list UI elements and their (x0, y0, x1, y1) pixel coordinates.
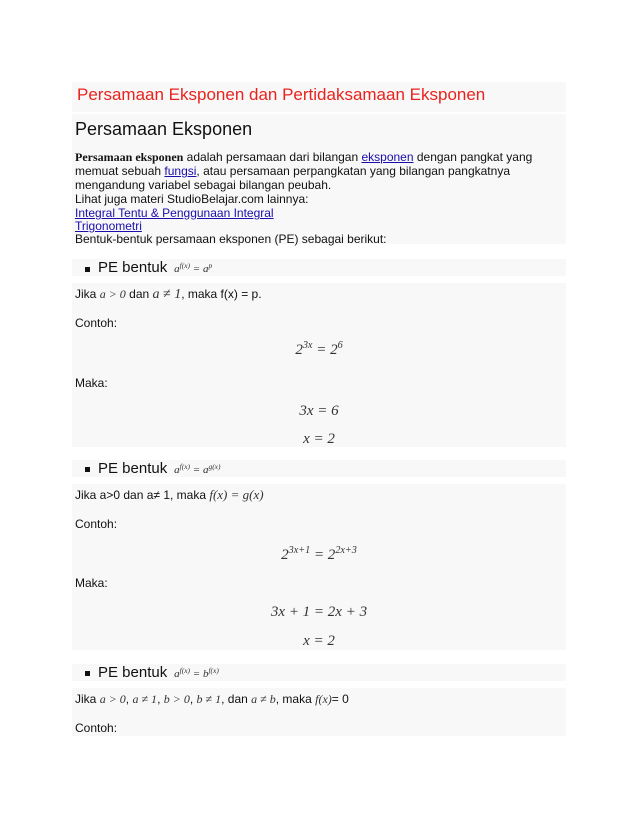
pe2-body-band (72, 484, 566, 650)
pe2-condition: Jika a>0 dan a≠ 1, maka f(x) = g(x) (75, 487, 264, 502)
page-title: Persamaan Eksponen dan Pertidaksamaan Eksponen (77, 85, 486, 104)
pe1-heading: PE bentuk $a^{f(x)} = a^p$ (98, 259, 213, 276)
pe1-formula: $a^{f(x)} = a^p$ (171, 261, 213, 275)
pe1-contoh: Contoh: (75, 316, 118, 330)
intro-line-3: mengandung variabel sebagai bilangan peubah. (75, 178, 332, 192)
link-eksponen[interactable]: eksponen (361, 150, 414, 164)
pe3-condition: Jika a > 0, a ≠ 1, b > 0, b ≠ 1, dan a ≠ b, maka f(x)= 0 (75, 692, 349, 706)
bullet-icon (85, 671, 90, 676)
link-integral-tentu[interactable]: Integral Tentu & Penggunaan Integral (75, 206, 274, 220)
pe2-example: $2^{3x+1} = 2^{2x+3}$ (281, 545, 357, 563)
see-also-text: Lihat juga materi StudioBelajar.com lainnya: (75, 192, 309, 206)
link-trigonometri[interactable]: Trigonometri (75, 219, 142, 233)
forms-intro: Bentuk-bentuk persamaan eksponen (PE) sebagai berikut: (75, 232, 387, 246)
pe2-step-2: x = 2 (303, 633, 335, 649)
pe2-contoh: Contoh: (75, 517, 118, 531)
pe1-body-band (72, 283, 566, 447)
pe2-step-1: 3x + 1 = 2x + 3 (270, 604, 368, 620)
section-heading: Persamaan Eksponen (75, 119, 253, 139)
bold-term: Persamaan eksponen (75, 150, 184, 164)
pe1-step-1: 3x = 6 (299, 403, 339, 419)
intro-line-2: memuat sebuah fungsi, atau persamaan perpangkatan yang bilangan pangkatnya (75, 164, 510, 178)
bullet-icon (85, 267, 90, 272)
pe2-maka: Maka: (75, 576, 108, 590)
pe1-condition: Jika a > 0 dan a ≠ 1, maka f(x) = p. (75, 287, 262, 302)
pe3-heading: PE bentuk $a^{f(x)} = b^{f(x)}$ (98, 664, 219, 681)
pe2-heading: PE bentuk $a^{f(x)} = a^{g(x)}$ (98, 460, 221, 477)
link-fungsi[interactable]: fungsi (164, 164, 197, 178)
intro-line-1: Persamaan eksponen adalah persamaan dari bilangan eksponen dengan pangkat yang (75, 150, 533, 164)
pe2-formula: $a^{f(x)} = a^{g(x)}$ (171, 462, 221, 476)
pe3-contoh: Contoh: (75, 721, 118, 735)
bullet-icon (85, 467, 90, 472)
pe1-example: $2^{3x} = 2^6$ (295, 340, 343, 358)
pe1-maka: Maka: (75, 376, 108, 390)
pe3-formula: $a^{f(x)} = b^{f(x)}$ (171, 666, 219, 680)
pe1-step-2: x = 2 (303, 431, 335, 447)
